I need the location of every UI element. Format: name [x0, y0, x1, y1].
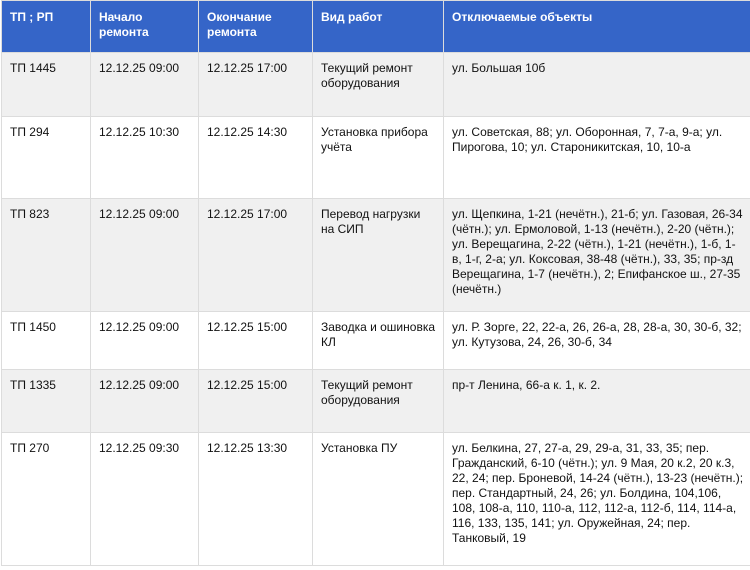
- cell-objects: ул. Р. Зорге, 22, 22-а, 26, 26-а, 28, 28-а, 30, 30-б, 32; ул. Кутузова, 24, 26, 30-б, 34: [444, 312, 750, 370]
- cell-start: 12.12.25 09:00: [91, 370, 199, 433]
- cell-work-type: Текущий ремонт оборудования: [313, 53, 444, 117]
- header-work-type: Вид работ: [313, 1, 444, 53]
- cell-objects: пр-т Ленина, 66-а к. 1, к. 2.: [444, 370, 750, 433]
- cell-start: 12.12.25 10:30: [91, 117, 199, 199]
- cell-start: 12.12.25 09:30: [91, 433, 199, 566]
- table-row: [2, 199, 750, 312]
- cell-start: 12.12.25 09:00: [91, 312, 199, 370]
- header-tp: ТП ; РП: [2, 1, 91, 53]
- cell-tp: ТП 823: [2, 199, 91, 312]
- cell-end: 12.12.25 17:00: [199, 199, 313, 312]
- table-row: [2, 117, 750, 199]
- cell-work-type: Установка ПУ: [313, 433, 444, 566]
- cell-end: 12.12.25 17:00: [199, 53, 313, 117]
- cell-tp: ТП 1335: [2, 370, 91, 433]
- cell-end: 12.12.25 15:00: [199, 370, 313, 433]
- cell-tp: ТП 294: [2, 117, 91, 199]
- cell-tp: ТП 1450: [2, 312, 91, 370]
- table-row: [2, 370, 750, 433]
- cell-end: 12.12.25 15:00: [199, 312, 313, 370]
- table-header-row: [2, 1, 750, 53]
- cell-tp: ТП 270: [2, 433, 91, 566]
- header-start: Начало ремонта: [91, 1, 199, 53]
- cell-start: 12.12.25 09:00: [91, 199, 199, 312]
- cell-end: 12.12.25 14:30: [199, 117, 313, 199]
- table-row: [2, 433, 750, 566]
- cell-tp: ТП 1445: [2, 53, 91, 117]
- cell-objects: ул. Щепкина, 1-21 (нечётн.), 21-б; ул. Газовая, 26-34 (чётн.); ул. Ермоловой, 1-13 (нечётн.), 2-20 (чётн.); ул. Верещагина, 2-22 (чётн.), 1-21 (нечётн.), 1-б, 1-в, 1-г, 2-а; ул. Коксовая, 38-48 (чётн.), 33, 35; пр-зд Верещагина, 1-7 (нечётн.), 2; Епифанское ш., 27-35 (нечётн.): [444, 199, 750, 312]
- outage-schedule-table: [1, 0, 750, 566]
- cell-work-type: Установка прибора учёта: [313, 117, 444, 199]
- cell-end: 12.12.25 13:30: [199, 433, 313, 566]
- header-end: Окончание ремонта: [199, 1, 313, 53]
- cell-start: 12.12.25 09:00: [91, 53, 199, 117]
- cell-work-type: Перевод нагрузки на СИП: [313, 199, 444, 312]
- cell-objects: ул. Белкина, 27, 27-а, 29, 29-а, 31, 33, 35; пер. Гражданский, 6-10 (чётн.); ул. 9 Мая, 20 к.2, 20 к.3, 22, 24; пер. Броневой, 14-24 (чётн.), 13-23 (нечётн.); пер. Стандартный, 24, 26; ул. Болдина, 104,106, 108, 108-а, 110, 110-а, 112, 112-а, 112-б, 114, 114-а, 116, 133, 135, 141; ул. Оружейная, 24; пер. Танковый, 19: [444, 433, 750, 566]
- cell-objects: ул. Большая 10б: [444, 53, 750, 117]
- table-row: [2, 312, 750, 370]
- cell-objects: ул. Советская, 88; ул. Оборонная, 7, 7-а, 9-а; ул. Пирогова, 10; ул. Староникитская, 10, 10-а: [444, 117, 750, 199]
- cell-work-type: Заводка и ошиновка КЛ: [313, 312, 444, 370]
- cell-work-type: Текущий ремонт оборудования: [313, 370, 444, 433]
- header-objects: Отключаемые объекты: [444, 1, 750, 53]
- table-row: [2, 53, 750, 117]
